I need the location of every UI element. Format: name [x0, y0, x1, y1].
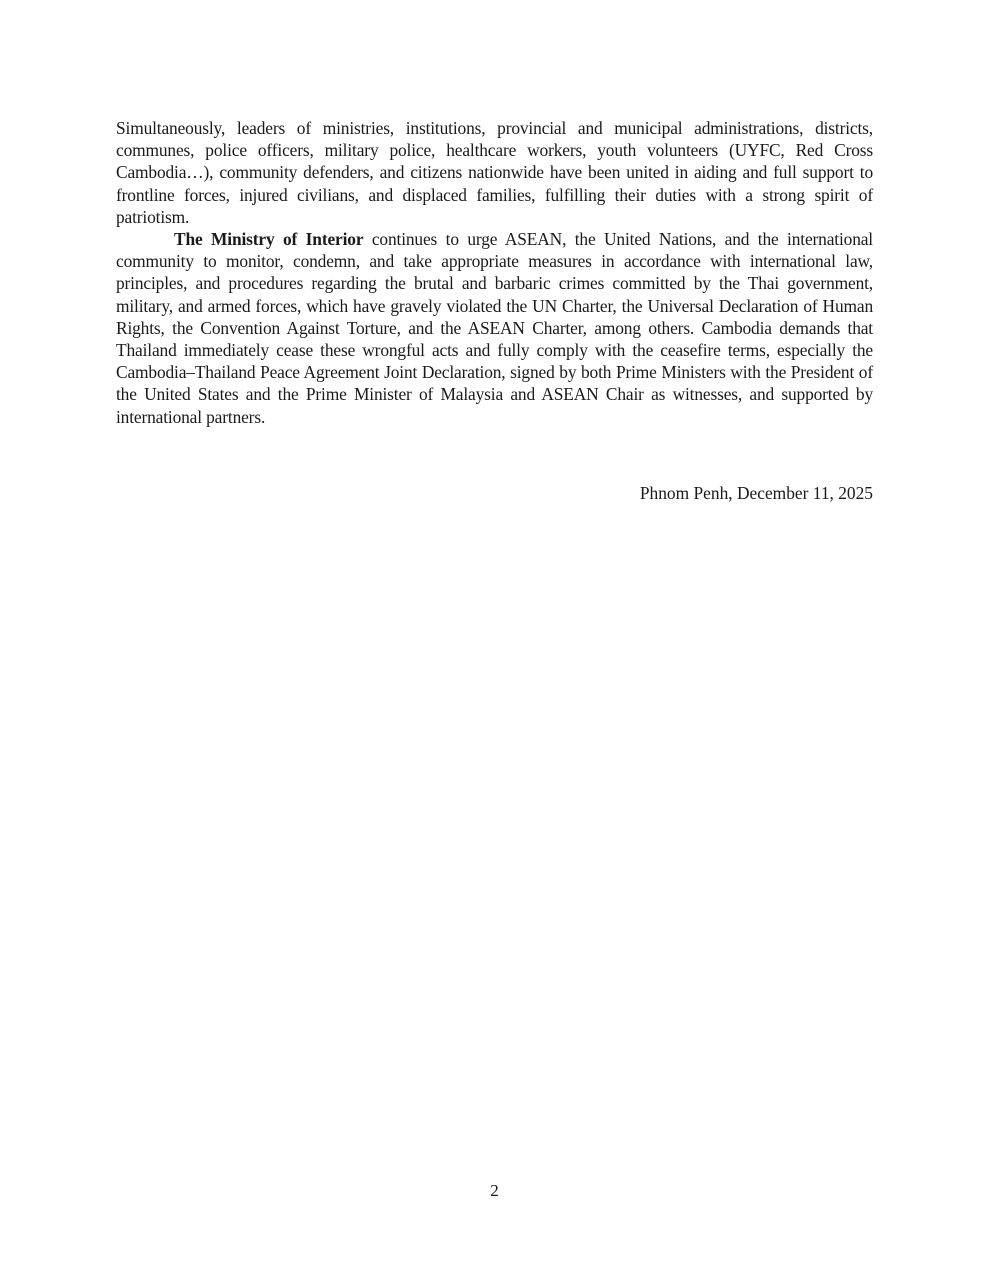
paragraph-appeal — [116, 228, 873, 428]
paragraph-support: Simultaneously, leaders of ministries, institutions, provincial and municipal administrations, districts, communes, police officers, military police, healthcare workers, youth volunteers (UYFC, Red Cross Cambodia…), community defenders, and citizens nationwide have been united in aiding and full support to frontline forces, injured civilians, and displaced families, fulfilling their duties with a strong spirit of patriotism. — [116, 118, 873, 227]
place-date: Phnom Penh, December 11, 2025 — [639, 483, 873, 503]
ministry-name: The Ministry of Interior — [174, 229, 364, 250]
paragraph-appeal-text: continues to urge ASEAN, the United Nations, and the international community to monitor, condemn, and take appropriate measures in accordance with international law, principles, and procedures regarding the brutal and barbaric crimes committed by the Thai government, military, and armed forces, which have gravely violated the UN Charter, the Universal Declaration of Human Rights, the Convention Against Torture, and the ASEAN Charter, among others. Cambodia demands that Thailand immediately cease these wrongful acts and fully comply with the ceasefire terms, especially the Cambodia–Thailand Peace Agreement Joint Declaration, signed by both Prime Ministers with the President of the United States and the Prime Minister of Malaysia and ASEAN Chair as witnesses, and supported by international partners. — [116, 229, 873, 427]
document-body — [116, 117, 873, 428]
page-number: 2 — [490, 1181, 499, 1200]
